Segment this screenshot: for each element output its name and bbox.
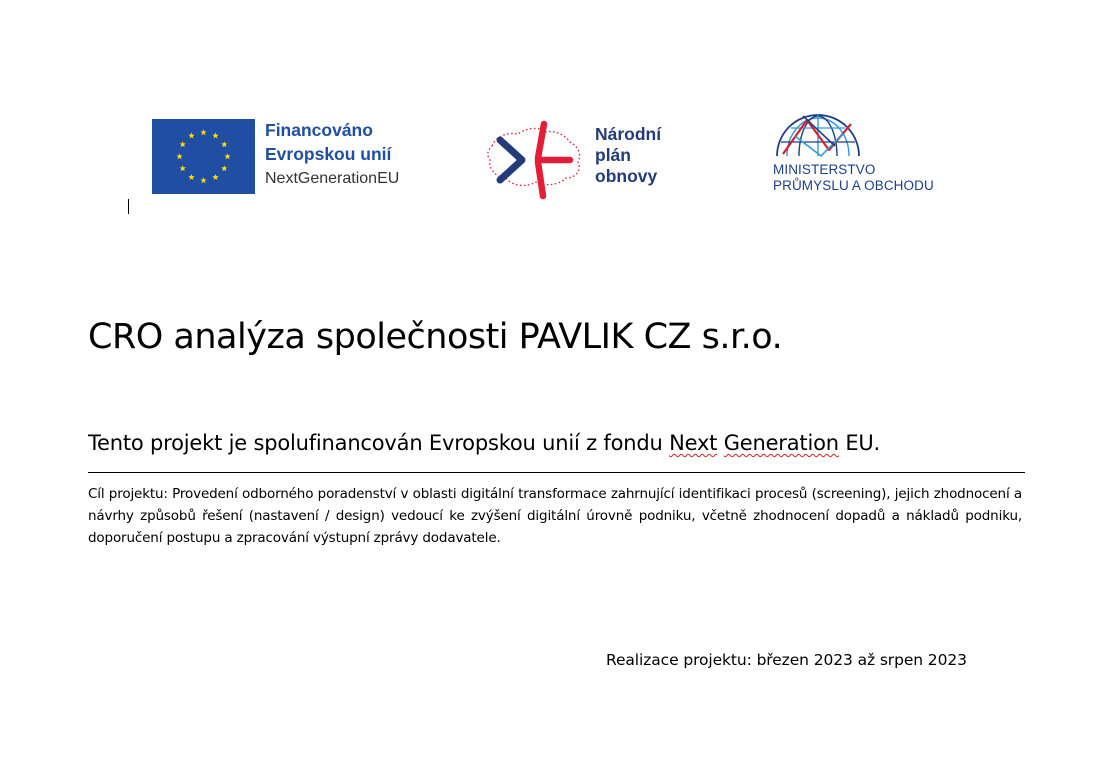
eu-star-icon	[200, 129, 206, 135]
eu-logo-line1: Financováno	[265, 120, 373, 140]
eu-star-icon	[176, 153, 182, 159]
eu-logo-line3: NextGenerationEU	[265, 170, 400, 187]
project-realization-date: Realizace projektu: březen 2023 až srpen 2023	[606, 651, 967, 669]
eu-star-icon	[179, 141, 185, 147]
eu-flag-icon	[152, 119, 255, 194]
horizontal-rule	[88, 472, 1025, 473]
subtitle-suffix: EU.	[838, 431, 881, 455]
npo-mark-icon	[486, 116, 591, 204]
mpo-logo-line2: PRŮMYSLU A OBCHODU	[773, 178, 934, 193]
globe-icon	[773, 110, 863, 160]
mpo-logo-text	[773, 162, 934, 194]
document-subtitle	[88, 427, 880, 459]
spellcheck-word-generation: Generation	[723, 431, 839, 455]
eu-star-icon	[212, 174, 218, 180]
npo-logo-text	[595, 124, 661, 187]
npo-logo-line2: plán	[595, 145, 631, 165]
eu-star-icon	[179, 165, 185, 171]
eu-star-icon	[221, 165, 227, 171]
mpo-logo	[772, 110, 972, 200]
subtitle-text: Tento projekt je spolufinancován Evropskou unií z fondu	[88, 431, 670, 455]
eu-logo-line2: Evropskou unií	[265, 144, 392, 164]
eu-funding-logo	[152, 118, 422, 198]
project-goal-paragraph: Cíl projektu: Provedení odborného poradenství v oblasti digitální transformace zahrnující identifikaci procesů (screening), jejich zhodnocení a návrhy způsobů řešení (nastavení / design) vedoucí ke zvýšení digitální úrovně podniku, včetně zhodnocení dopadů a nákladů podniku, doporučení postupu a zpracování výstupní zprávy dodavatele.	[88, 486, 1022, 546]
eu-logo-text	[265, 118, 425, 191]
spellcheck-word-next: Next	[669, 431, 718, 455]
npo-logo-line1: Národní	[595, 124, 662, 144]
npo-logo-line3: obnovy	[595, 166, 658, 186]
eu-star-icon	[224, 153, 230, 159]
document-title: CRO analýza společnosti PAVLIK CZ s.r.o.	[88, 317, 783, 357]
eu-star-icon	[188, 132, 194, 138]
eu-star-icon	[188, 174, 194, 180]
eu-star-icon	[221, 141, 227, 147]
mpo-logo-line1: MINISTERSTVO	[773, 162, 876, 177]
eu-star-icon	[200, 177, 206, 183]
text-cursor	[128, 199, 129, 214]
npo-logo	[486, 116, 686, 204]
eu-star-icon	[212, 132, 218, 138]
